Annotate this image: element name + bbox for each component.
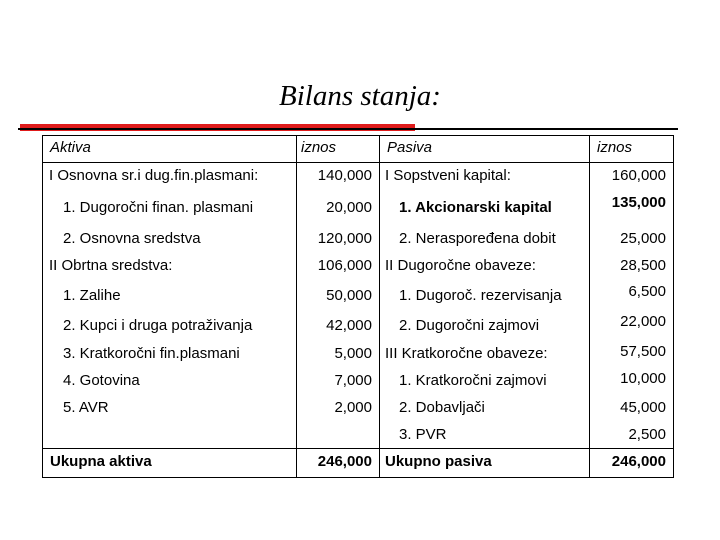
header-aktiva: Aktiva [50,139,91,156]
pasiva-row-value: 6,500 [628,283,666,300]
totals-divider [42,448,674,449]
pasiva-row-value: 25,000 [620,230,666,247]
pasiva-row-value: 135,000 [611,194,666,211]
aktiva-row-value: 50,000 [326,287,372,304]
header-iznos-left: iznos [301,139,337,156]
aktiva-row-value: 106,000 [317,257,372,274]
pasiva-row-label: 1. Kratkoročni zajmovi [399,372,547,389]
total-aktiva-label: Ukupna aktiva [50,453,152,470]
aktiva-row-label: I Osnovna sr.i dug.fin.plasmani: [49,167,259,184]
pasiva-row-label: 1. Akcionarski kapital [399,199,552,216]
pasiva-row-value: 45,000 [620,399,666,416]
pasiva-row-label: II Dugoročne obaveze: [385,257,536,274]
pasiva-row-value: 57,500 [620,343,666,360]
total-pasiva-value: 246,000 [611,453,666,470]
pasiva-row-label: III Kratkoročne obaveze: [385,345,548,362]
pasiva-row-label: 3. PVR [399,426,447,443]
pasiva-row-value: 160,000 [611,167,666,184]
title-underline [18,128,678,130]
aktiva-row-label: II Obrtna sredstva: [49,257,173,274]
pasiva-row-label: 2. Dugoročni zajmovi [399,317,540,334]
pasiva-row-value: 28,500 [620,257,666,274]
page-title: Bilans stanja: [279,80,441,112]
header-iznos-right: iznos [597,139,633,156]
pasiva-row-value: 2,500 [628,426,666,443]
balance-sheet-table [42,135,674,478]
aktiva-row-label: 5. AVR [63,399,109,416]
aktiva-row-value: 140,000 [317,167,372,184]
aktiva-row-value: 20,000 [326,199,372,216]
pasiva-row-label: 1. Dugoroč. rezervisanja [399,287,562,304]
aktiva-row-label: 3. Kratkoročni fin.plasmani [63,345,240,362]
aktiva-row-label: 1. Dugoročni finan. plasmani [63,199,254,216]
aktiva-row-label: 2. Osnovna sredstva [63,230,201,247]
aktiva-row-value: 42,000 [326,317,372,334]
aktiva-row-value: 7,000 [334,372,372,389]
column-divider [296,135,297,478]
aktiva-row-label: 4. Gotovina [63,372,140,389]
pasiva-row-label: 2. Neraspoređena dobit [399,230,556,247]
total-pasiva-label: Ukupno pasiva [385,453,492,470]
aktiva-row-value: 2,000 [334,399,372,416]
total-aktiva-value: 246,000 [317,453,372,470]
aktiva-row-label: 1. Zalihe [63,287,121,304]
column-divider [379,135,380,478]
aktiva-row-label: 2. Kupci i druga potraživanja [63,317,253,334]
aktiva-row-value: 120,000 [317,230,372,247]
pasiva-row-label: 2. Dobavljači [399,399,485,416]
pasiva-row-value: 22,000 [620,313,666,330]
aktiva-row-value: 5,000 [334,345,372,362]
header-divider [42,162,674,163]
header-pasiva: Pasiva [387,139,433,156]
pasiva-row-value: 10,000 [620,370,666,387]
pasiva-row-label: I Sopstveni kapital: [385,167,511,184]
